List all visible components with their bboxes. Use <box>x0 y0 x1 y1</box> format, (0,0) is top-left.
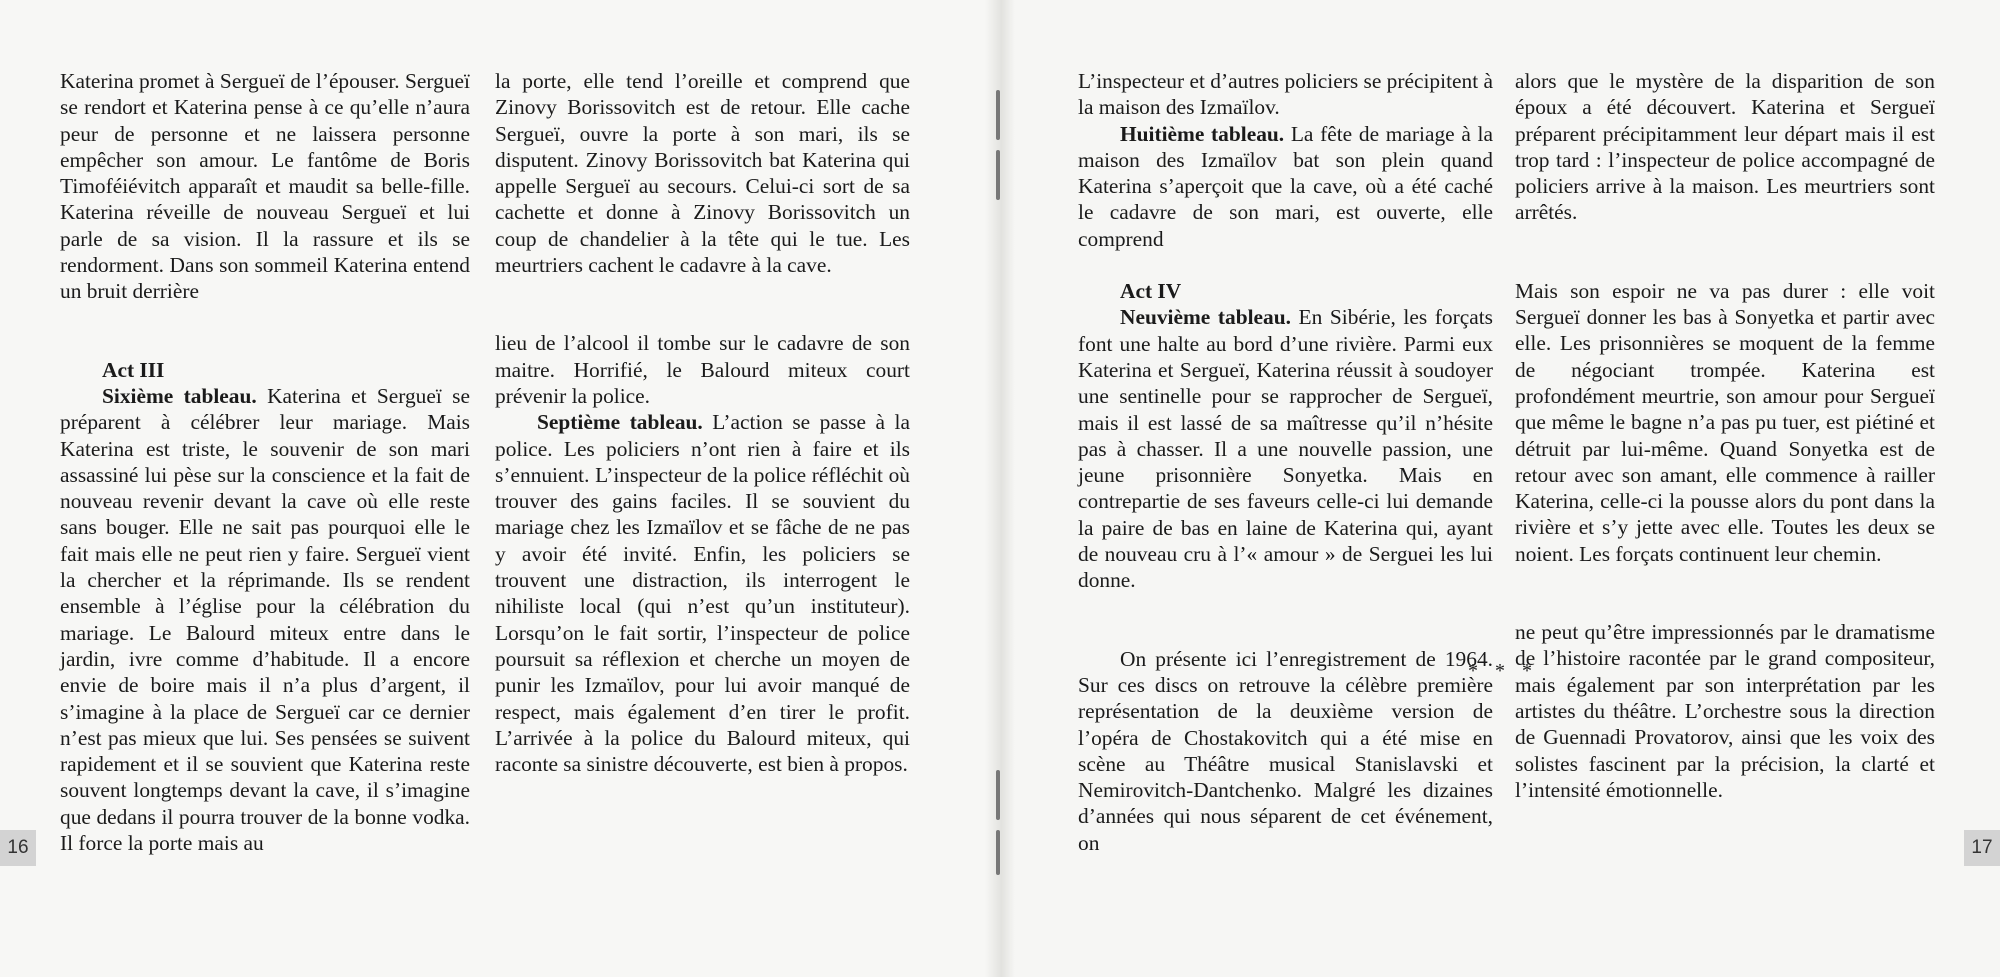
tableau-title: Sixième tableau. <box>102 383 257 408</box>
paragraph: la porte, elle tend l’oreille et comprend que Zinovy Borissovitch est de retour. Elle cache Sergueï, ouvre la porte à son mari, ils se disputent. Zinovy Borissovitch bat Katerina qui appelle Sergueï au secours. Celui-ci sort de sa cachette et donne à Zinovy Borissovitch un coup de chandelier à la tête qui le tue. Les meurtriers cachent le cadavre à la cave. <box>495 69 910 278</box>
right-column-1 <box>1078 68 1493 856</box>
paragraph: Mais son espoir ne va pas durer : elle voit Sergueï donner les bas à Sonyetka et partir avec elle. Les prisonnières se moquent de la femme de négociant trompée. Katerina est profondément meurtrie, son amour pour Sergueï que même le bagne n’a pas pu tuer, est piétiné et détruit par lui-même. Quand Sonyetka est de retour avec son amant, elle commence à railler Katerina, celle-ci la pousse alors du pont dans la rivière et s’y jette avec elle. Toutes les deux se noient. Les forçats continuent leur chemin. <box>1515 278 1935 566</box>
staple-mark <box>996 90 1000 140</box>
paragraph <box>1078 304 1493 593</box>
act-heading: Act IV <box>1120 279 1182 304</box>
left-column-1 <box>60 68 470 856</box>
right-page <box>1000 0 2000 977</box>
tableau-title: Septième tableau. <box>537 410 703 435</box>
right-column-2 <box>1515 68 1935 803</box>
page-number-left: 16 <box>0 830 36 866</box>
paragraph: Katerina promet à Sergueï de l’épouser. Sergueï se rendort et Katerina pense à ce qu’elle n’aura peur de personne et ne laissera personne empêcher son amour. Le fantôme de Boris Timoféiévitch apparaît et maudit sa belle-fille. Katerina réveille de nouveau Sergueï et lui parle de sa vision. Il la rassure et ils se rendorment. Dans son sommeil Katerina entend un bruit derrière <box>60 69 470 304</box>
paragraph-body: La fête de mariage à la maison des Izmaïlov bat son plein quand Katerina s’aperçoit que la cave, où a été caché le cadavre de son mari, est ouverte, elle comprend <box>1078 121 1493 251</box>
paragraph: On présente ici l’enregistrement de 1964. Sur ces discs on retrouve la célèbre première représentation de la deuxième version de l’opéra de Chostakovitch qui a été mise en scène au Théâtre musical Stanislavski et Nemirovitch-Dantchenko. Malgré les dizaines d’années qui nous séparent de cet événement, on <box>1078 646 1493 855</box>
paragraph-body: L’action se passe à la police. Les policiers n’ont rien à faire et ils s’ennuient. L’inspecteur de la police réfléchit où trouver des gains faciles. Il se souvient du mariage chez les Izmaïlov et se fâche de ne pas y avoir été invité. Enfin, les policiers se trouvent une distraction, ils interrogent le nihiliste local (qui n’est qu’un instituteur). Lorsqu’on le fait sortir, l’inspecteur de police poursuit sa réflexion et cherche un moyen de punir les Izmaïlov, pour lui avoir manqué de respect, mais également d’en tirer le profit. L’arrivée à la police du Balourd miteux, qui raconte sa sinistre découverte, est bien à propos. <box>495 410 910 777</box>
paragraph-body: Katerina et Sergueï se préparent à célébrer leur mariage. Mais Katerina est triste, le souvenir de son mari assassiné lui pèse sur la conscience et la fait de nouveau revenir devant la cave où elle reste sans bouger. Elle ne sait pas pourquoi elle le fait mais elle ne peut rien y faire. Sergueï vient la chercher et la réprimande. Ils se rendent ensemble à l’église pour la célébration du mariage. Le Balourd miteux entre dans le jardin, ivre comme d’habitude. Il a encore envie de boire mais il n’a plus d’argent, il s’imagine à la place de Sergueï car ce dernier n’est pas mieux que lui. Ses pensées se suivent rapidement et il se souvient que Katerina reste souvent longtemps devant la cave, il s’imagine que dedans il pourra trouver de la bonne vodka. Il force la porte mais au <box>60 383 470 856</box>
book-gutter <box>985 0 1015 977</box>
paragraph: ne peut qu’être impressionnés par le dramatisme de l’histoire racontée par le grand compositeur, mais également par son interprétation par les artistes du théâtre. L’orchestre sous la direction de Guennadi Provatorov, ainsi que les voix des solistes fascinent par la précision, la clarté et l’intensité émotionnelle. <box>1515 620 1935 802</box>
staple-mark <box>996 770 1000 820</box>
page-number-right: 17 <box>1964 830 2000 866</box>
staple-mark <box>996 150 1000 200</box>
paragraph <box>495 409 910 777</box>
section-separator: * * * <box>1468 660 1538 682</box>
tableau-title: Huitième tableau. <box>1120 121 1285 146</box>
paragraph: lieu de l’alcool il tombe sur le cadavre de son maitre. Horrifié, le Balourd miteux court prévenir la police. <box>495 331 910 408</box>
paragraph: L’inspecteur et d’autres policiers se précipitent à la maison des Izmaïlov. <box>1078 69 1493 120</box>
paragraph-body: En Sibérie, les forçats font une halte au bord d’une rivière. Parmi eux Katerina et Sergueï, Katerina réussit à soudoyer une sentinelle pour se rapprocher de Sergueï, mais il est lassé de sa maîtresse qu’il n’hésite pas à chasser. Il a une nouvelle passion, une jeune prisonnière Sonyetka. Mais en contrepartie de ses faveurs celle-ci lui demande la paire de bas en laine de Katerina qui, ayant de nouveau cru à l’« amour » de Serguei les lui donne. <box>1078 305 1493 593</box>
paragraph <box>60 383 470 856</box>
paragraph: alors que le mystère de la disparition de son époux a été découvert. Katerina et Sergueï préparent précipitamment leur départ mais il est trop tard : l’inspecteur de police accompagné de policiers arrive à la maison. Les meurtriers sont arrêtés. <box>1515 69 1935 225</box>
left-column-2 <box>495 68 910 777</box>
tableau-title: Neuvième tableau. <box>1120 305 1291 330</box>
staple-mark <box>996 830 1000 875</box>
paragraph <box>1078 121 1493 252</box>
act-heading: Act III <box>102 357 165 382</box>
